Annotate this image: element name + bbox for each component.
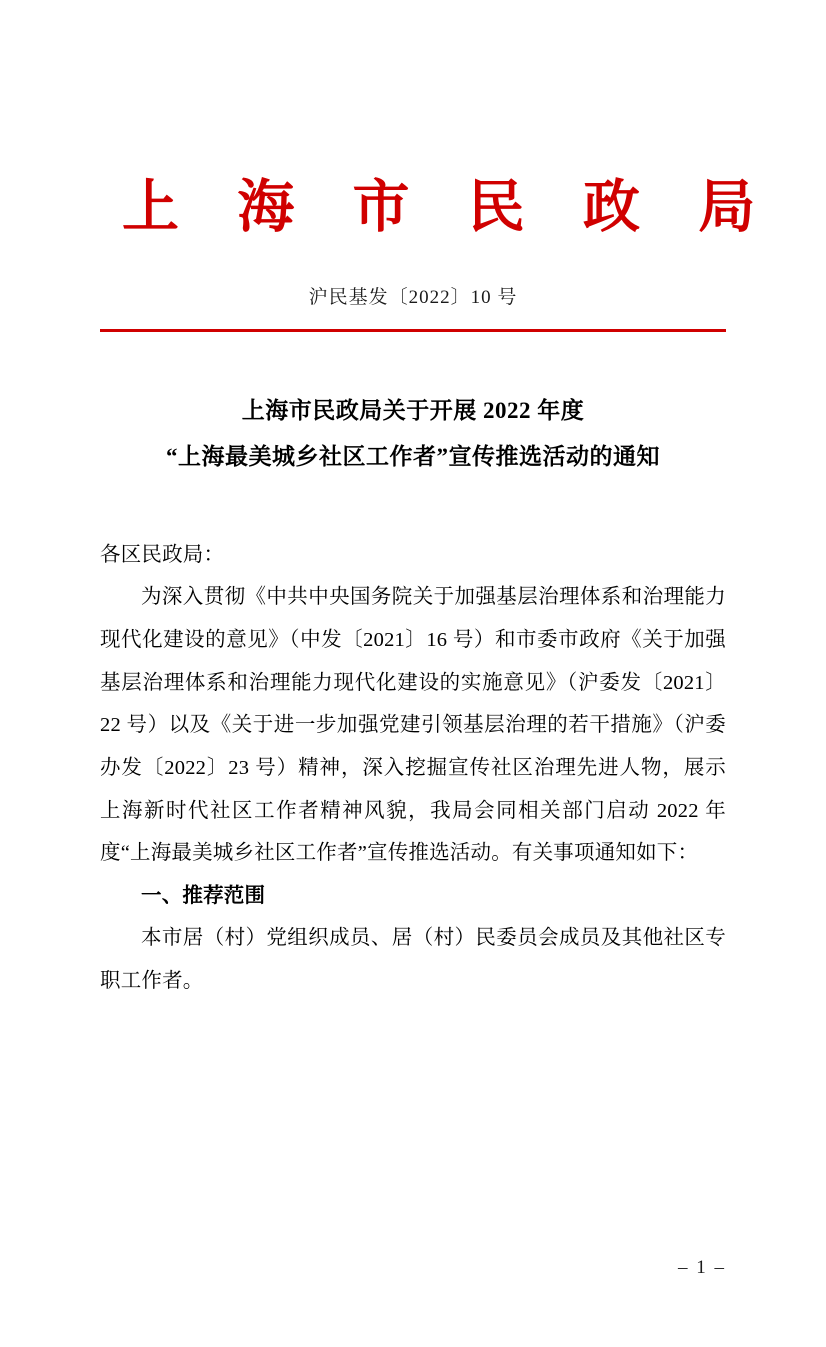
title-line-1: 上海市民政局关于开展 2022 年度: [241, 397, 585, 423]
masthead-title: 上 海 市 民 政 局: [122, 176, 778, 239]
document-body: [100, 534, 726, 1003]
section-heading-1: 一、推荐范围: [141, 884, 266, 907]
red-divider-rule: [100, 329, 726, 332]
document-number: 沪民基发〔2022〕10 号: [308, 286, 518, 308]
page-number: – 1 –: [678, 1257, 726, 1278]
salutation: 各区民政局：: [100, 543, 225, 566]
document-page: [0, 178, 826, 1347]
body-paragraph-1: 为深入贯彻《中共中央国务院关于加强基层治理体系和治理能力现代化建设的意见》（中发〔2021〕16 号）和市委市政府《关于加强基层治理体系和治理能力现代化建设的实施意见》（沪委发〔2021〕22 号）以及《关于进一步加强党建引领基层治理的若干措施》（沪委办发〔2022〕23 号）精神，深入挖掘宣传社区治理先进人物，展示上海新时代社区工作者精神风貌，我局会同相关部门启动 2022 年度“上海最美城乡社区工作者”宣传推选活动。有关事项通知如下：: [100, 586, 726, 865]
section-1-paragraph: 本市居（村）党组织成员、居（村）民委员会成员及其他社区专职工作者。: [100, 927, 726, 993]
title-line-2: “上海最美城乡社区工作者”宣传推选活动的通知: [166, 443, 660, 469]
document-title: [100, 388, 726, 480]
